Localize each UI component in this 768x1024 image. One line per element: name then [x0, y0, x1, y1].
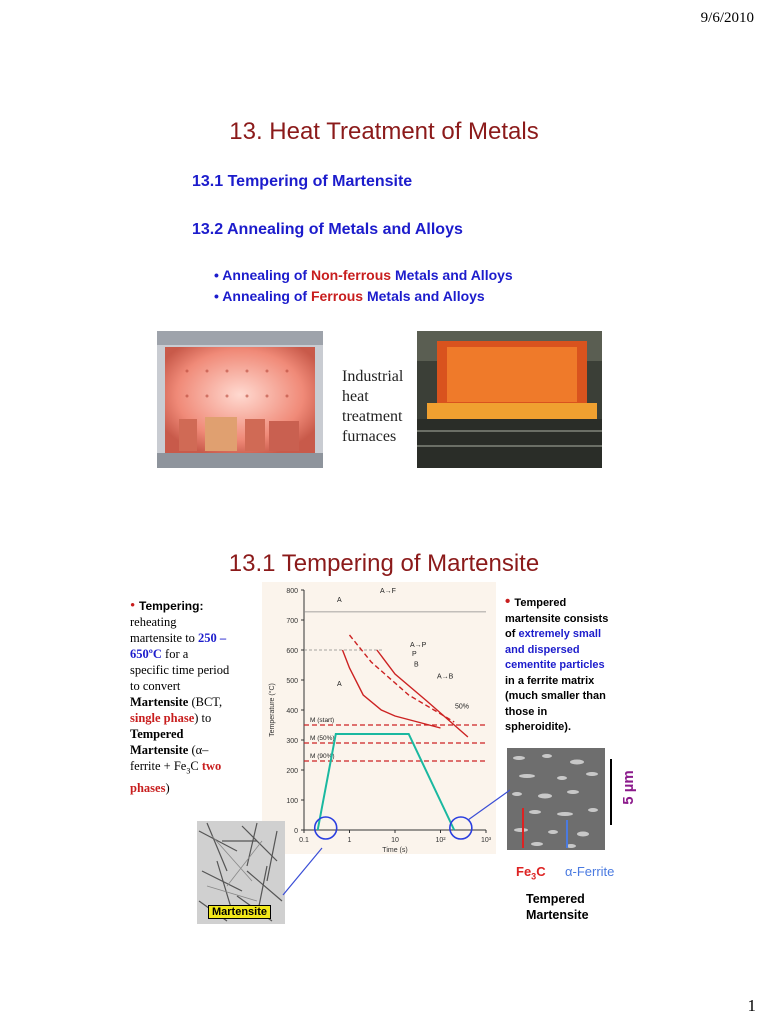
- y-tick-label: 500: [286, 678, 298, 685]
- connector-martensite: [283, 848, 322, 895]
- region-label: A→B: [437, 673, 454, 681]
- desc-line: (α–: [188, 743, 209, 757]
- bullet-text: Annealing of: [222, 267, 311, 283]
- desc-line: ) to: [194, 711, 212, 725]
- y-tick-label: 700: [286, 618, 298, 625]
- bullet-text: Metals and Alloys: [363, 288, 485, 304]
- y-tick-label: 400: [286, 708, 298, 715]
- slide-date: 9/6/2010: [700, 10, 754, 26]
- bullet-highlight: Ferrous: [310, 288, 364, 304]
- region-label: 50%: [455, 703, 470, 711]
- martensite-line-label: M (90%): [310, 753, 335, 760]
- ferrite-label: α-Ferrite: [565, 864, 615, 879]
- scale-label: 5 µm: [619, 770, 637, 805]
- caption-line: Industrial: [342, 368, 404, 385]
- fe3c-text: C: [536, 864, 546, 879]
- desc-line: Tempered: [514, 597, 567, 609]
- y-tick-label: 0: [294, 828, 298, 835]
- subscript: 3: [186, 766, 191, 776]
- temp-range: 650ºC: [130, 647, 162, 661]
- section-annealing: 13.2 Annealing of Metals and Alloys: [192, 221, 463, 238]
- region-label: P: [412, 651, 417, 658]
- desc-line: in a ferrite matrix: [505, 674, 595, 687]
- desc-line: ferrite + Fe: [130, 759, 187, 773]
- fe3c-sub: 3: [531, 871, 537, 882]
- region-label: A: [337, 681, 342, 688]
- x-tick-label: 10: [391, 837, 399, 844]
- tempered-term: Martensite: [130, 743, 189, 757]
- connector-tempered: [468, 790, 510, 820]
- slide1-title: 13. Heat Treatment of Metals: [229, 118, 539, 145]
- desc-line: (BCT,: [188, 695, 223, 709]
- desc-line: ): [165, 780, 170, 795]
- bullet-icon: •: [130, 598, 140, 614]
- tempered-term: Tempered: [130, 727, 184, 741]
- martensite-label: Martensite: [208, 905, 271, 919]
- x-tick-label: 0.1: [299, 837, 309, 844]
- page-number: 1: [747, 996, 756, 1015]
- slide2-title: 13.1 Tempering of Martensite: [228, 550, 540, 577]
- desc-line: spheroidite).: [505, 721, 572, 733]
- single-phase-term: single phase: [130, 711, 195, 725]
- bullet-text: Metals and Alloys: [391, 267, 513, 283]
- caption-line: Martensite: [526, 908, 589, 922]
- desc-line: martensite to: [130, 631, 195, 645]
- y-tick-label: 800: [286, 588, 298, 595]
- desc-line: reheating: [130, 615, 177, 629]
- y-tick-label: 300: [286, 738, 298, 745]
- caption-line: furnaces: [342, 428, 397, 445]
- section-tempering: 13.1 Tempering of Martensite: [192, 173, 413, 190]
- region-label: A: [337, 597, 342, 604]
- caption-line: heat: [342, 388, 369, 405]
- desc-line: martensite consists: [505, 612, 609, 625]
- y-tick-label: 100: [286, 798, 298, 805]
- two-phases-term: phases: [130, 780, 166, 795]
- temp-range: 250 –: [198, 631, 227, 645]
- desc-line: those in: [505, 705, 548, 718]
- bullet-icon: •: [214, 288, 219, 304]
- martensite-line-label: M (start): [310, 717, 335, 724]
- y-tick-label: 600: [286, 648, 298, 655]
- desc-line: to convert: [130, 679, 181, 693]
- two-phases-term: two: [201, 759, 222, 773]
- martensite-term: Martensite: [130, 695, 189, 709]
- desc-highlight: cementite particles: [505, 659, 605, 671]
- x-axis-label: Time (s): [382, 847, 408, 854]
- desc-highlight: and dispersed: [505, 643, 580, 656]
- x-tick-label: 10²: [435, 837, 446, 844]
- martensite-line-label: M (50%): [310, 735, 335, 742]
- bullet-text: Annealing of: [222, 288, 311, 304]
- desc-line: specific time period: [130, 663, 230, 677]
- region-label: A→F: [380, 588, 396, 595]
- desc-highlight: extremely small: [518, 628, 602, 640]
- x-tick-label: 1: [347, 837, 352, 844]
- caption-line: Tempered: [526, 892, 585, 906]
- desc-line: (much smaller than: [505, 690, 606, 702]
- bullet-icon: •: [505, 593, 515, 610]
- y-tick-label: 200: [286, 768, 298, 775]
- bullet-highlight: Non-ferrous: [310, 267, 392, 283]
- x-tick-label: 10³: [480, 837, 492, 844]
- desc-line: for a: [161, 647, 189, 661]
- desc-line: of: [505, 628, 519, 640]
- bullet-icon: •: [214, 267, 219, 283]
- desc-line: C: [190, 759, 202, 773]
- fe3c-text: Fe: [516, 864, 532, 879]
- region-label: A→P: [410, 642, 427, 649]
- y-axis-label: Temperature (°C): [269, 683, 276, 737]
- caption-line: treatment: [342, 408, 403, 425]
- region-label: B: [414, 661, 419, 669]
- tempering-label: Tempering:: [139, 599, 204, 613]
